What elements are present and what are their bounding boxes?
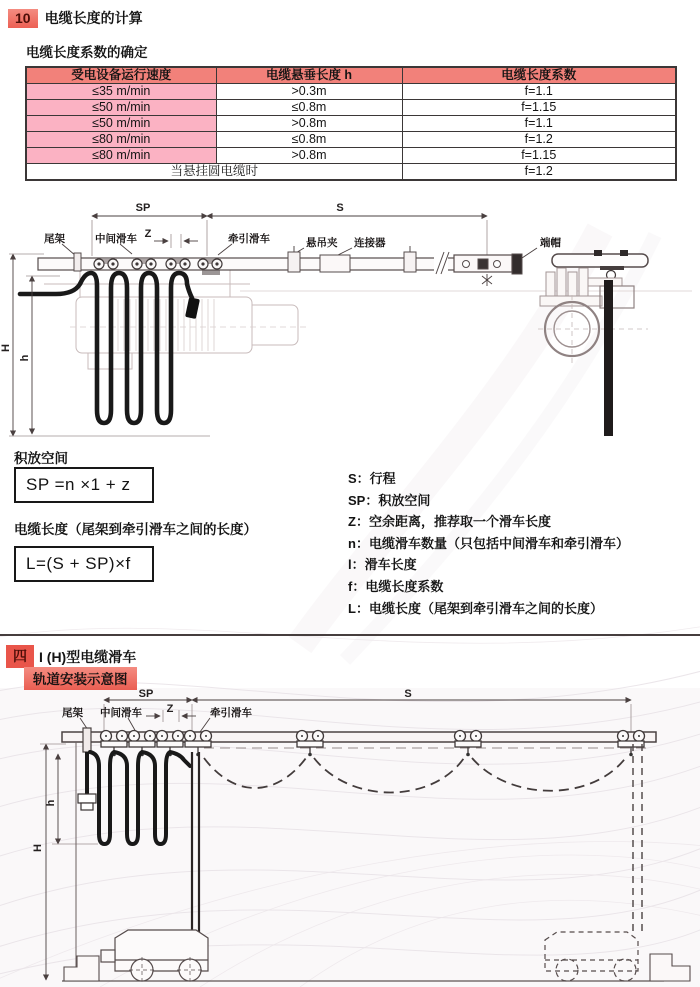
track-installation-diagram xyxy=(0,688,700,987)
end-hoist xyxy=(538,250,648,436)
cable-length-title: 电缆长度（尾架到牵引滑车之间的长度） xyxy=(14,522,257,537)
legend-item: f：电缆长度系数 xyxy=(348,578,444,594)
section2-header xyxy=(6,645,136,668)
dim-z-label: Z xyxy=(144,228,152,240)
table-footer-row xyxy=(26,164,676,181)
cable-layout-diagram xyxy=(0,196,700,450)
height-dimensions xyxy=(0,254,210,436)
cable-coefficient-table xyxy=(25,66,677,181)
dim-H-label: H xyxy=(32,844,44,852)
cell-speed: ≤50 m/min xyxy=(26,116,216,132)
table-row xyxy=(26,132,676,148)
label-end-cap: 端帽 xyxy=(540,237,561,249)
section1-number-badge: 10 xyxy=(8,9,38,28)
left-vehicle xyxy=(101,930,208,981)
sp-formula: SP =n ×1 + z xyxy=(26,475,131,494)
label-tail-frame: 尾架 xyxy=(44,233,65,245)
legend-item: L：电缆长度（尾架到牵引滑车之间的长度） xyxy=(348,600,603,616)
section2-subtitle-badge: 轨道安装示意图 xyxy=(24,667,137,690)
part-labels xyxy=(44,232,561,258)
dimension-lines xyxy=(104,688,631,732)
footer-label: 当悬挂圆电缆时 xyxy=(26,164,402,181)
cell-sag: ≤0.8m xyxy=(216,132,402,148)
label-connector: 连接器 xyxy=(354,237,386,249)
festoon-cable xyxy=(20,273,200,423)
cell-speed: ≤35 m/min xyxy=(26,84,216,100)
dim-s-label: S xyxy=(336,202,344,214)
label-traction-trolley: 牵引滑车 xyxy=(228,233,270,245)
label-middle-trolley: 中间滑车 xyxy=(100,707,142,719)
catenary-cable xyxy=(204,756,627,793)
cable-plug xyxy=(185,297,200,319)
dim-h-label: h xyxy=(19,354,31,362)
dim-H-label: H xyxy=(0,344,12,352)
legend-item: SP：积放空间 xyxy=(348,492,431,508)
cell-factor: f=1.2 xyxy=(402,132,676,148)
cell-sag: >0.8m xyxy=(216,116,402,132)
cell-sag: ≤0.8m xyxy=(216,100,402,116)
end-cable-drop xyxy=(633,744,642,936)
right-vehicle xyxy=(545,932,638,981)
label-suspension-clamp: 悬吊夹 xyxy=(306,237,338,249)
cable-drop-bar xyxy=(604,280,613,436)
header-sag: 电缆悬垂长度 h xyxy=(216,67,402,84)
legend-item: Z：空余距离，推荐取一个滑车长度 xyxy=(348,514,551,530)
cell-sag: >0.8m xyxy=(216,148,402,164)
dim-h-label: h xyxy=(45,799,57,807)
l-formula-box xyxy=(14,546,154,582)
cell-sag: >0.3m xyxy=(216,84,402,100)
cell-speed: ≤50 m/min xyxy=(26,100,216,116)
tail-frame xyxy=(83,728,91,752)
header-factor: 电缆长度系数 xyxy=(402,67,676,84)
table-header-row xyxy=(26,67,676,84)
label-traction-trolley: 牵引滑车 xyxy=(210,707,252,719)
dim-s-label: S xyxy=(404,688,412,700)
symbol-legend xyxy=(348,468,629,619)
footer-value: f=1.2 xyxy=(402,164,676,181)
dim-z-label: Z xyxy=(166,703,174,715)
cell-speed: ≤80 m/min xyxy=(26,148,216,164)
space-title: 积放空间 xyxy=(14,451,68,466)
dim-sp-label: SP xyxy=(138,688,154,700)
label-middle-trolley: 中间滑车 xyxy=(95,233,137,245)
table-row xyxy=(26,100,676,116)
cell-factor: f=1.1 xyxy=(402,84,676,100)
section2-title: I (H)型电缆滑车 xyxy=(39,648,137,665)
label-tail-frame: 尾架 xyxy=(62,707,83,719)
section-divider xyxy=(0,634,700,636)
left-end-stop xyxy=(64,956,99,981)
table-row xyxy=(26,116,676,132)
header-speed: 受电设备运行速度 xyxy=(26,67,216,84)
section2-number-badge: 四 xyxy=(6,645,34,668)
section1-title: 电缆长度的计算 xyxy=(44,10,143,26)
right-end-stop xyxy=(650,954,690,981)
section1-header xyxy=(8,8,143,28)
table-row xyxy=(26,84,676,100)
section1-subtitle: 电缆长度系数的确定 xyxy=(26,45,148,60)
l-formula: L=(S + SP)×f xyxy=(26,554,131,573)
festoon-cable xyxy=(78,752,199,950)
dim-sp-label: SP xyxy=(135,202,151,214)
cell-factor: f=1.15 xyxy=(402,100,676,116)
legend-item: S：行程 xyxy=(348,471,396,486)
table-row xyxy=(26,148,676,164)
legend-item: l：滑车长度 xyxy=(348,557,417,573)
ground-and-vehicles xyxy=(62,930,690,981)
cell-factor: f=1.15 xyxy=(402,148,676,164)
cell-speed: ≤80 m/min xyxy=(26,132,216,148)
legend-item: n：电缆滑车数量（只包括中间滑车和牵引滑车） xyxy=(348,535,629,551)
cell-factor: f=1.1 xyxy=(402,116,676,132)
sp-formula-box xyxy=(14,467,154,503)
